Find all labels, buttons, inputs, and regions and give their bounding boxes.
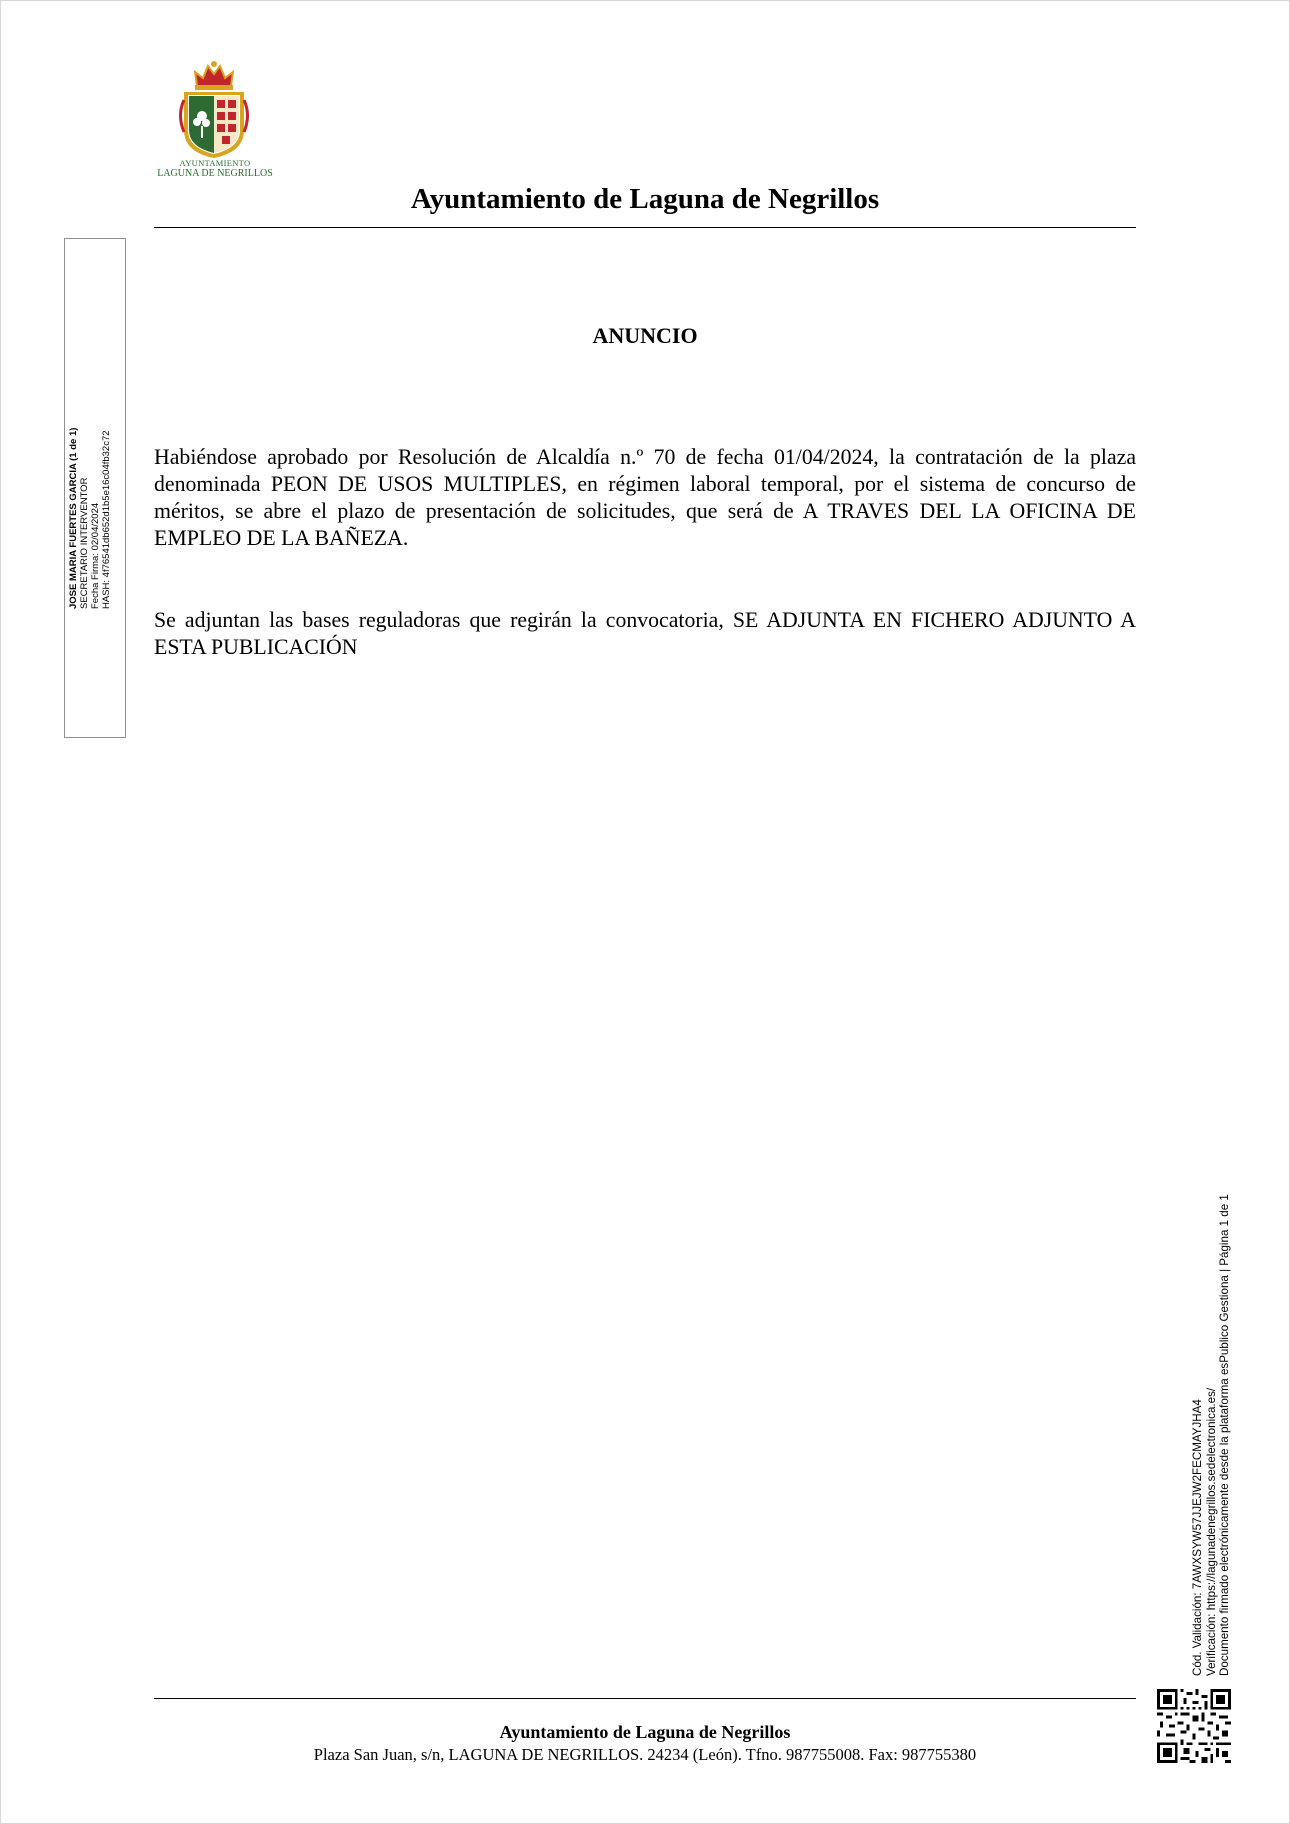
signature-date: Fecha Firma: 02/04/2024 <box>90 502 101 609</box>
signature-platform-note: Documento firmado electrónicamente desde la plataforma esPublico Gestiona | Página 1 de 1 <box>1218 1194 1231 1676</box>
paragraph-resolution: Habiéndose aprobado por Resolución de Alcaldía n.º 70 de fecha 01/04/2024, la contratación de la plaza denominada PEON DE USOS MULTIPLES, en régimen laboral temporal, por el sistema de concurso de méritos, se abre el plazo de presentación de solicitudes, que será de A TRAVES DEL LA OFICINA DE EMPLEO DE LA BAÑEZA. <box>154 445 1136 550</box>
logo-caption-bottom: LAGUNA DE NEGRILLOS <box>157 168 273 179</box>
footer-title: Ayuntamiento de Laguna de Negrillos <box>499 1722 791 1742</box>
signature-stamp <box>64 238 126 738</box>
header-divider <box>154 227 1136 228</box>
validation-code: Cód. Validación: 7AWXSYW57JJEJW2FECMAYJHA4 <box>1191 1399 1204 1676</box>
signature-hash: HASH: 4f76541db652d1b5e16c04fb32c72 <box>101 430 112 609</box>
signer-name: JOSE MARIA FUERTES GARCIA (1 de 1) <box>68 427 79 609</box>
signer-role: SECRETARIO INTERVENTOR <box>79 477 90 609</box>
verification-text <box>1191 1136 1232 1676</box>
coat-of-arms-logo <box>152 60 278 180</box>
footer-address: Plaza San Juan, s/n, LAGUNA DE NEGRILLOS. 24234 (León). Tfno. 987755008. Fax: 987755380 <box>313 1745 977 1764</box>
qr-code-icon <box>1157 1689 1231 1763</box>
logo-caption-top: AYUNTAMIENTO <box>179 158 251 168</box>
page-title: Ayuntamiento de Laguna de Negrillos <box>410 183 880 215</box>
coat-of-arms-icon <box>175 60 253 160</box>
verification-url[interactable]: Verificación: https://lagunadenegrillos.sedelectronica.es/ <box>1204 1387 1218 1676</box>
footer-divider <box>154 1698 1136 1699</box>
document-heading: ANUNCIO <box>592 323 698 348</box>
paragraph-attachments: Se adjuntan las bases reguladoras que regirán la convocatoria, SE ADJUNTA EN FICHERO ADJUNTO A ESTA PUBLICACIÓN <box>154 608 1136 659</box>
signature-text <box>68 299 112 609</box>
